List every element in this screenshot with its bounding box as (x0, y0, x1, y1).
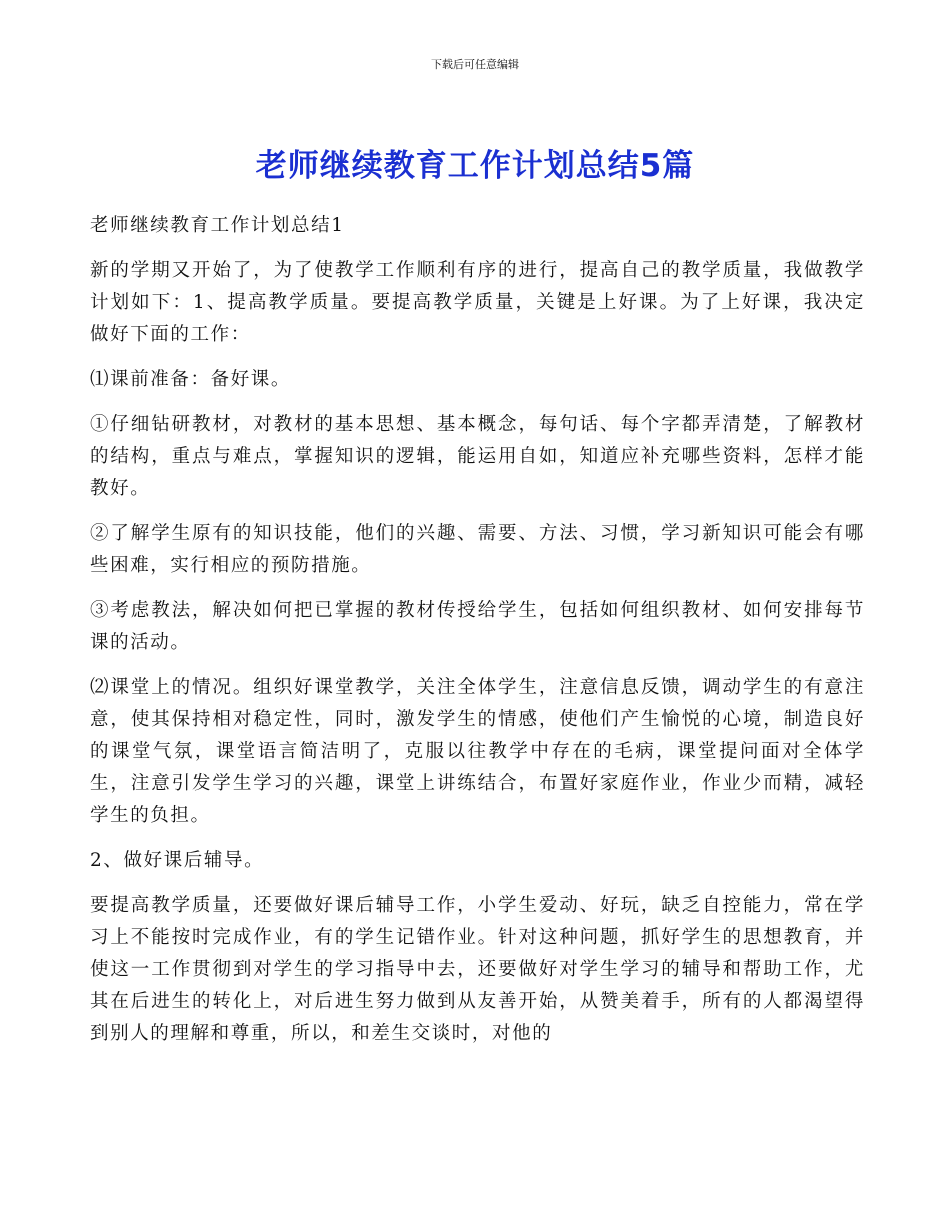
paragraph-classroom: ⑵课堂上的情况。组织好课堂教学，关注全体学生，注意信息反馈，调动学生的有意注意，使其保持相对稳定性，同时，激发学生的情感，使他们产生愉悦的心境，制造良好的课堂气氛，课堂语言简洁明了，克服以往教学中存在的毛病，课堂提问面对全体学生，注意引发学生学习的兴趣，课堂上讲练结合，布置好家庭作业，作业少而精，减轻学生的负担。 (90, 677, 865, 826)
paragraph-tutoring: 要提高教学质量，还要做好课后辅导工作，小学生爱动、好玩，缺乏自控能力，常在学习上不能按时完成作业，有的学生记错作业。针对这种问题，抓好学生的思想教育，并使这一工作贯彻到对学生的学习指导中去，还要做好对学生学习的辅导和帮助工作，尤其在后进生的转化上，对后进生努力做到从友善开始，从赞美着手，所有的人都渴望得到别人的理解和尊重，所以，和差生交谈时，对他的 (90, 895, 865, 1044)
document-title: 老师继续教育工作计划总结5篇 (255, 148, 695, 184)
paragraph-item-2: ②了解学生原有的知识技能，他们的兴趣、需要、方法、习惯，学习新知识可能会有哪些困难，实行相应的预防措施。 (90, 523, 865, 576)
header-note: 下载后可任意编辑 (431, 58, 519, 71)
paragraph-item-3: ③考虑教法，解决如何把已掌握的教材传授给学生，包括如何组织教材、如何安排每节课的活动。 (90, 600, 865, 653)
paragraph-item-1: ①仔细钻研教材，对教材的基本思想、基本概念，每句话、每个字都弄清楚，了解教材的结构，重点与难点，掌握知识的逻辑，能运用自如，知道应补充哪些资料，怎样才能教好。 (90, 414, 865, 499)
paragraph-intro: 新的学期又开始了，为了使教学工作顺利有序的进行，提高自己的教学质量，我做教学计划如下：1、提高教学质量。要提高教学质量，关键是上好课。为了上好课，我决定做好下面的工作： (90, 260, 865, 345)
document-body (90, 210, 865, 1063)
paragraph-tutoring-heading: 2、做好课后辅导。 (90, 850, 265, 871)
paragraph-lesson-prep: ⑴课前准备：备好课。 (90, 369, 292, 390)
section-heading: 老师继续教育工作计划总结1 (90, 215, 345, 236)
